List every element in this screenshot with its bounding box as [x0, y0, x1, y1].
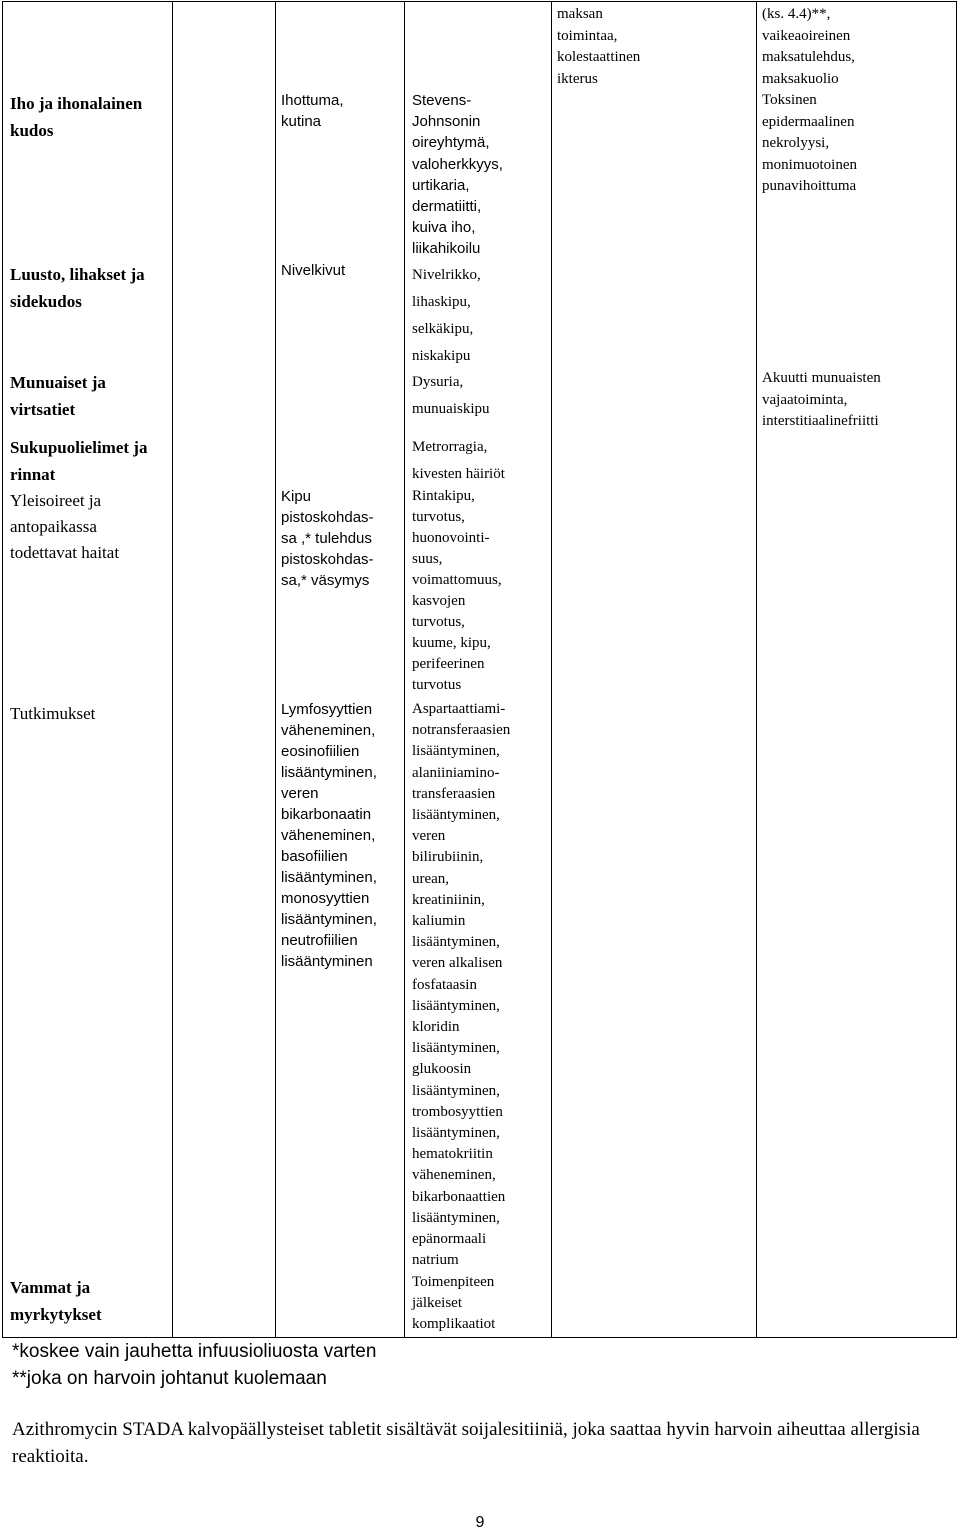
table-border-left [2, 1, 3, 1337]
unknown-skin: Toksinen epidermaalinen nekrolyysi, monimuotoinen punavihoittuma [762, 92, 857, 194]
column-divider [551, 1, 552, 1337]
common-skin: Ihottuma, kutina [281, 92, 344, 130]
uncommon-skin: Stevens- Johnsonin oireyhtymä, valoherkkyys, urtikaria, dermatiitti, kuiva iho, liikahikoilu [412, 92, 503, 258]
column-divider [172, 1, 173, 1337]
page-number: 9 [475, 1514, 485, 1531]
unknown-renal: Akuutti munuaisten vajaatoiminta, interstitiaalinefriitti [762, 370, 881, 429]
table-border-right [956, 1, 957, 1337]
organ-general: Yleisoireet ja antopaikassa todettavat haitat [10, 491, 120, 562]
common-general: Kipu pistoskohdas- sa ,* tulehdus pistoskohdas- sa,* väsymys [281, 488, 374, 589]
uncommon-general: Rintakipu, turvotus, huonovointi- suus, voimattomuus, kasvojen turvotus, kuume, kipu, perifeerinen turvotus [412, 488, 502, 693]
organ-musculoskeletal: Luusto, lihakset ja sidekudos [10, 265, 145, 311]
uncommon-renal: Dysuria, munuaiskipu [412, 374, 490, 417]
organ-skin: Iho ja ihonalainen kudos [10, 94, 143, 140]
footnote-double-asterisk: **joka on harvoin johtanut kuolemaan [12, 1368, 327, 1389]
uncommon-investigations: Aspartaattiami- notransferaasien lisääntyminen, alaniiniamino- transferaasien lisääntyminen, veren bilirubiinin, urean, kreatiniinin, kaliumin lisääntyminen, veren alkalisen fosfataasin lisääntyminen, kloridin lisääntyminen, glukoosin lisääntyminen, trombosyyttien lisääntyminen, hematokriitin väheneminen, bikarbonaattien lisääntyminen, epänormaali natrium [412, 701, 511, 1269]
column-divider [404, 1, 405, 1337]
organ-renal: Munuaiset ja virtsatiet [10, 373, 106, 419]
organ-injury: Vammat ja myrkytykset [10, 1278, 102, 1324]
rare-liver-continued: maksan toimintaa, kolestaattinen ikterus [557, 6, 641, 87]
uncommon-injury: Toimenpiteen jälkeiset komplikaatiot [412, 1274, 496, 1332]
column-divider [275, 1, 276, 1337]
organ-investigations: Tutkimukset [10, 704, 96, 723]
organ-reproductive: Sukupuolielimet ja rinnat [10, 438, 148, 484]
column-divider [756, 1, 757, 1337]
footnote-single-asterisk: *koskee vain jauhetta infuusioliuosta varten [12, 1341, 377, 1362]
uncommon-musculoskeletal: Nivelrikko, lihaskipu, selkäkipu, niskakipu [412, 267, 481, 364]
common-musculoskeletal: Nivelkivut [281, 262, 346, 279]
unknown-liver-continued: (ks. 4.4)**, vaikeaoireinen maksatulehdus, maksakuolio [762, 6, 855, 87]
uncommon-reproductive: Metrorragia, kivesten häiriöt [412, 439, 505, 482]
table-border-top [2, 1, 957, 2]
common-investigations: Lymfosyyttien väheneminen, eosinofiilien lisääntyminen, veren bikarbonaatin väheneminen, basofiilien lisääntyminen, monosyyttien lisääntyminen, neutrofiilien lisääntyminen [281, 701, 377, 970]
allergy-note: Azithromycin STADA kalvopäällysteiset tabletit sisältävät soijalesitiiniä, joka saattaa hyvin harvoin aiheuttaa allergisia reaktioita. [12, 1419, 920, 1467]
